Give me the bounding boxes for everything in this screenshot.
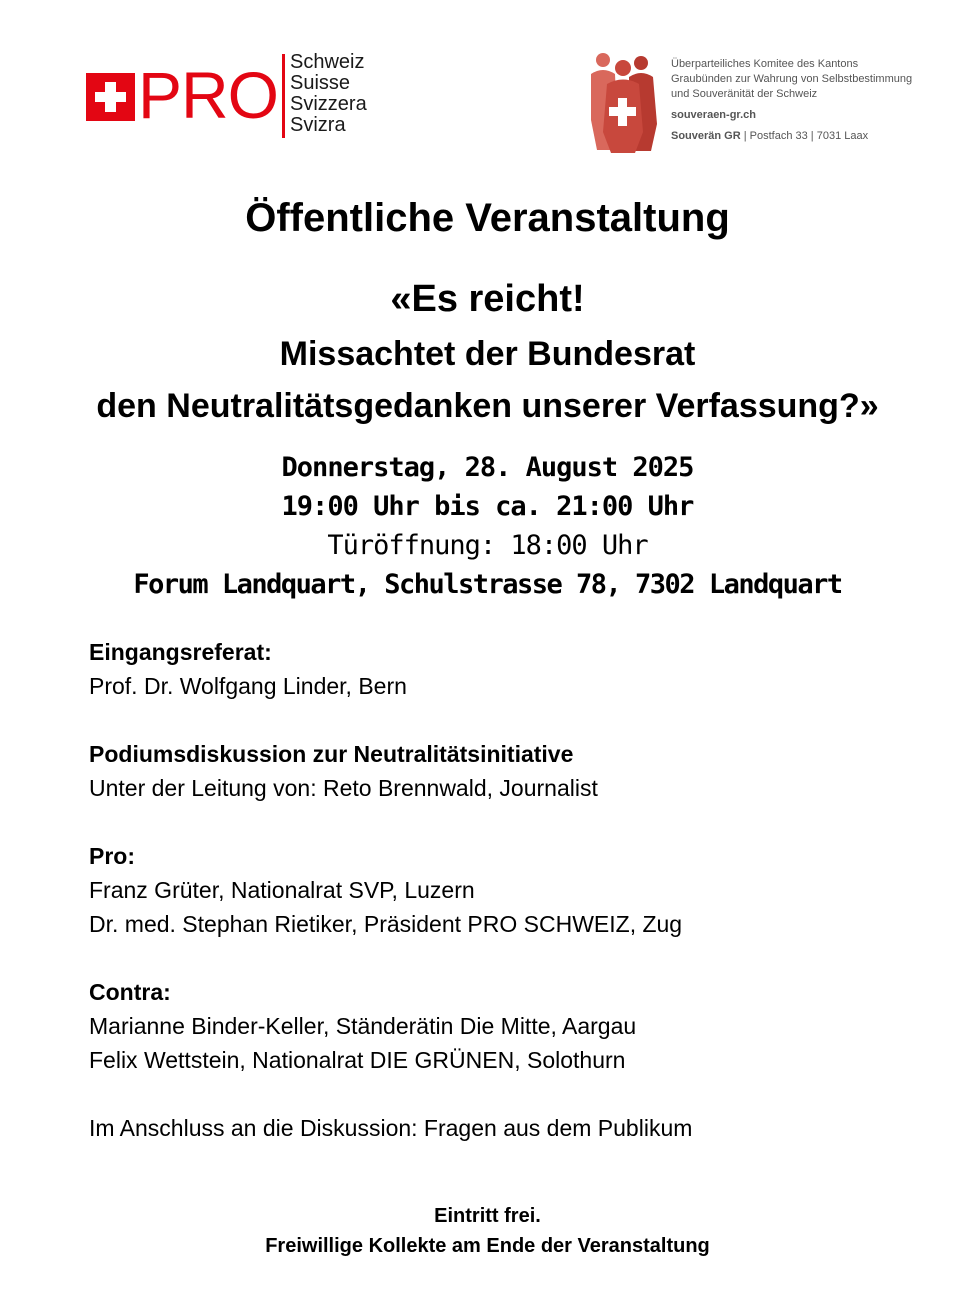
committee-text bbox=[671, 57, 946, 144]
event-title-line1: «Es reicht! bbox=[390, 278, 585, 320]
panel-label: Podiumsdiskussion zur Neutralitätsinitiative bbox=[89, 741, 574, 767]
pro-speaker: Franz Grüter, Nationalrat SVP, Luzern bbox=[89, 877, 475, 903]
committee-url: souveraen-gr.ch bbox=[671, 109, 756, 121]
committee-line: Überparteiliches Komitee des Kantons bbox=[671, 58, 859, 70]
event-venue: Forum Landquart, Schulstrasse 78, 7302 Landquart bbox=[133, 569, 842, 600]
event-heading: Öffentliche Veranstaltung bbox=[245, 196, 730, 240]
header bbox=[0, 0, 975, 175]
panel-moderator: Unter der Leitung von: Reto Brennwald, Journalist bbox=[89, 775, 598, 801]
contra-speaker: Felix Wettstein, Nationalrat DIE GRÜNEN, Solothurn bbox=[89, 1047, 626, 1073]
logo-divider bbox=[282, 54, 285, 138]
closing-note: Im Anschluss an die Diskussion: Fragen aus dem Publikum bbox=[89, 1115, 693, 1141]
pro-speaker: Dr. med. Stephan Rietiker, Präsident PRO SCHWEIZ, Zug bbox=[89, 911, 683, 937]
event-title-line3: den Neutralitätsgedanken unserer Verfassung?» bbox=[96, 387, 879, 425]
address-details: | Postfach 33 | 7031 Laax bbox=[740, 130, 869, 142]
committee-address bbox=[671, 129, 946, 144]
address-name: Souverän GR bbox=[671, 130, 741, 142]
footer-collection: Freiwillige Kollekte am Ende der Veranstaltung bbox=[265, 1235, 710, 1257]
lang-fr: Suisse bbox=[290, 72, 351, 94]
event-time: 19:00 Uhr bis ca. 21:00 Uhr bbox=[281, 491, 694, 522]
pro-languages bbox=[290, 52, 367, 136]
lang-it: Svizzera bbox=[290, 93, 367, 115]
event-date: Donnerstag, 28. August 2025 bbox=[281, 452, 694, 483]
contra-label: Contra: bbox=[89, 979, 171, 1005]
event-doors: Türöffnung: 18:00 Uhr bbox=[327, 530, 648, 561]
pro-label: Pro: bbox=[89, 843, 135, 869]
contra-speaker: Marianne Binder-Keller, Ständerätin Die Mitte, Aargau bbox=[89, 1013, 637, 1039]
people-group-icon bbox=[585, 50, 659, 153]
souveraen-gr-logo bbox=[585, 50, 945, 155]
lang-rm: Svizra bbox=[290, 114, 346, 136]
committee-line: und Souveränität der Schweiz bbox=[671, 88, 818, 100]
footer-admission: Eintritt frei. bbox=[434, 1205, 541, 1227]
intro-label: Eingangsreferat: bbox=[89, 639, 272, 665]
swiss-cross-icon bbox=[86, 73, 135, 121]
event-title-line2: Missachtet der Bundesrat bbox=[279, 335, 696, 373]
program bbox=[89, 635, 909, 1145]
pro-wordmark: PRO bbox=[138, 58, 279, 132]
committee-line: Graubünden zur Wahrung von Selbstbestimmung bbox=[671, 73, 913, 85]
lang-de: Schweiz bbox=[290, 51, 365, 73]
intro-speaker: Prof. Dr. Wolfgang Linder, Bern bbox=[89, 673, 407, 699]
